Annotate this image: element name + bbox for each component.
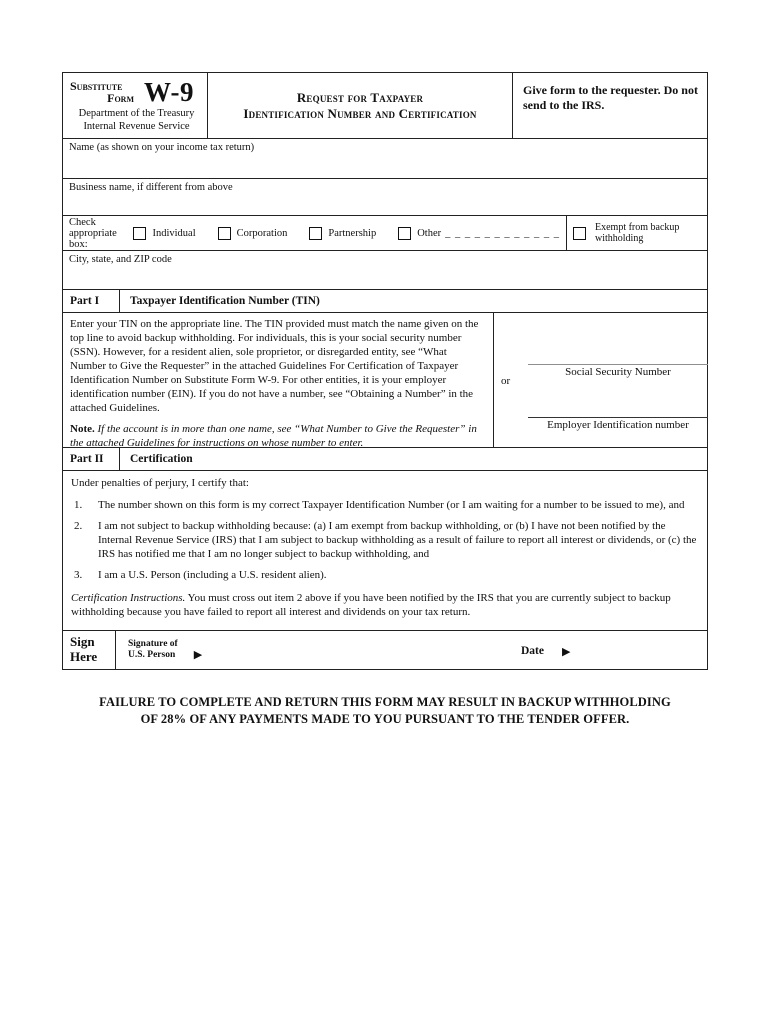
- certification-instructions-label: Certification Instructions.: [71, 592, 186, 604]
- ssn-block: [502, 350, 701, 378]
- date-arrow-icon: ▶: [562, 644, 571, 658]
- backup-withholding-warning: FAILURE TO COMPLETE AND RETURN THIS FORM MAY RESULT IN BACKUP WITHHOLDING OF 28% OF ANY PAYMENTS MADE TO YOU PURSUANT TO THE TENDER OFFER.: [99, 695, 671, 726]
- certification-item-2: 2. I am not subject to backup withholding because: (a) I am exempt from backup withholding, or (b) I have not been notified by the Internal Revenue Service (IRS) that I am subject to backup withholding as a result of failure to report all interest or dividends, or (c) the IRS has notified me that I am no longer subject to backup withholding, and: [74, 520, 697, 560]
- entity-type-options: [63, 216, 567, 250]
- form-id-block: [63, 73, 208, 138]
- checkbox-partnership[interactable]: Partnership: [309, 227, 376, 240]
- exempt-label: Exempt from backup withholding: [595, 221, 680, 244]
- certification-instructions: [71, 591, 698, 619]
- business-name-label: Business name, if different from above: [69, 182, 233, 193]
- tin-note: [70, 422, 485, 447]
- tin-body-text: Enter your TIN on the appropriate line. The TIN provided must match the name given on the top line to avoid backup withholding. For individuals, this is your social security number (SSN). However, for a resident alien, sole proprietor, or disregarded entity, see “What Number to Give the Requester” in the attached Guidelines For Certification of Taxpayer Identification Number on Substitute Form W-9. For other entities, it is your employer identification number (EIN). If you do not have a number, see “Obtaining a Number” in the attached Guidelines.: [70, 318, 479, 414]
- certification-item-1: 1. The number shown on this form is my correct Taxpayer Identification Number (or I am waiting for a number to be issued to me), and: [74, 499, 685, 511]
- name-input-area[interactable]: [63, 155, 707, 178]
- checkbox-individual[interactable]: Individual: [133, 227, 195, 240]
- w9-substitute-form: [62, 72, 708, 670]
- individual-checkbox-icon[interactable]: [133, 227, 146, 240]
- substitute-form-label: Substitute Form: [70, 79, 134, 105]
- name-row: [63, 139, 707, 179]
- requester-instruction: Give form to the requester. Do not send to the IRS.: [523, 83, 698, 112]
- part1-header: [63, 290, 707, 313]
- certification-item-3: 3. I am a U.S. Person (including a U.S. resident alien).: [74, 569, 327, 581]
- certification-section: [63, 471, 707, 631]
- tin-section: [63, 313, 707, 448]
- part1-label: Part I: [63, 290, 120, 312]
- date-field: [521, 645, 570, 657]
- corporation-checkbox-icon[interactable]: [218, 227, 231, 240]
- part2-header: [63, 448, 707, 471]
- part2-title: Certification: [130, 453, 193, 465]
- sign-here-label: Sign Here: [63, 631, 116, 669]
- form-header: [63, 73, 707, 139]
- business-name-row: [63, 179, 707, 216]
- signature-arrow-icon: ▶: [193, 647, 203, 661]
- other-checkbox-icon[interactable]: [398, 227, 411, 240]
- signature-of-label: Signature of U.S. Person: [128, 639, 178, 660]
- ein-input-area[interactable]: [528, 403, 708, 417]
- city-state-zip-row: [63, 251, 707, 290]
- department-lines: Department of the Treasury Internal Revenue Service: [78, 108, 195, 132]
- checkbox-other[interactable]: Other: [398, 227, 441, 240]
- city-state-zip-label: City, state, and ZIP code: [69, 254, 172, 265]
- certification-instructions-text: You must cross out item 2 above if you have been notified by the IRS that you are currently subject to backup withholding because you have failed to report all interest and dividends on your tax return.: [71, 592, 671, 618]
- checkbox-corporation[interactable]: Corporation: [218, 227, 288, 240]
- partnership-checkbox-icon[interactable]: [309, 227, 322, 240]
- city-state-zip-input-area[interactable]: [63, 267, 707, 289]
- business-name-input-area[interactable]: [63, 195, 707, 215]
- or-label: or: [501, 375, 511, 387]
- form-title: Request for Taxpayer Identification Number and Certification: [208, 73, 513, 138]
- entity-type-row: [63, 216, 707, 251]
- exempt-checkbox-icon[interactable]: [573, 227, 586, 240]
- certification-intro: Under penalties of perjury, I certify that:: [71, 477, 249, 489]
- tin-entry-area: [494, 313, 707, 447]
- check-box-lead-label: Check appropriate box:: [69, 216, 117, 250]
- signature-row: [63, 631, 707, 669]
- form-number: W-9: [144, 77, 194, 107]
- other-blank-line[interactable]: _ _ _ _ _ _ _ _ _ _ _ _: [445, 227, 560, 239]
- note-label: Note.: [70, 423, 95, 435]
- tin-instructions: [63, 313, 494, 447]
- ssn-input-area[interactable]: [528, 350, 708, 364]
- name-label: Name (as shown on your income tax return): [69, 142, 255, 153]
- part2-label: Part II: [63, 448, 120, 470]
- part1-title: Taxpayer Identification Number (TIN): [130, 295, 320, 307]
- ssn-label: Social Security Number: [565, 366, 671, 378]
- ein-block: [502, 403, 701, 431]
- date-input-area[interactable]: [586, 631, 707, 669]
- signature-area: [116, 631, 707, 669]
- note-text: If the account is in more than one name, see “What Number to Give the Requester” in the attached Guidelines for instructions on whose number to enter.: [70, 423, 477, 447]
- ein-label: Employer Identification number: [547, 419, 689, 431]
- date-label: Date: [521, 645, 544, 657]
- exempt-backup-withholding: [567, 216, 707, 250]
